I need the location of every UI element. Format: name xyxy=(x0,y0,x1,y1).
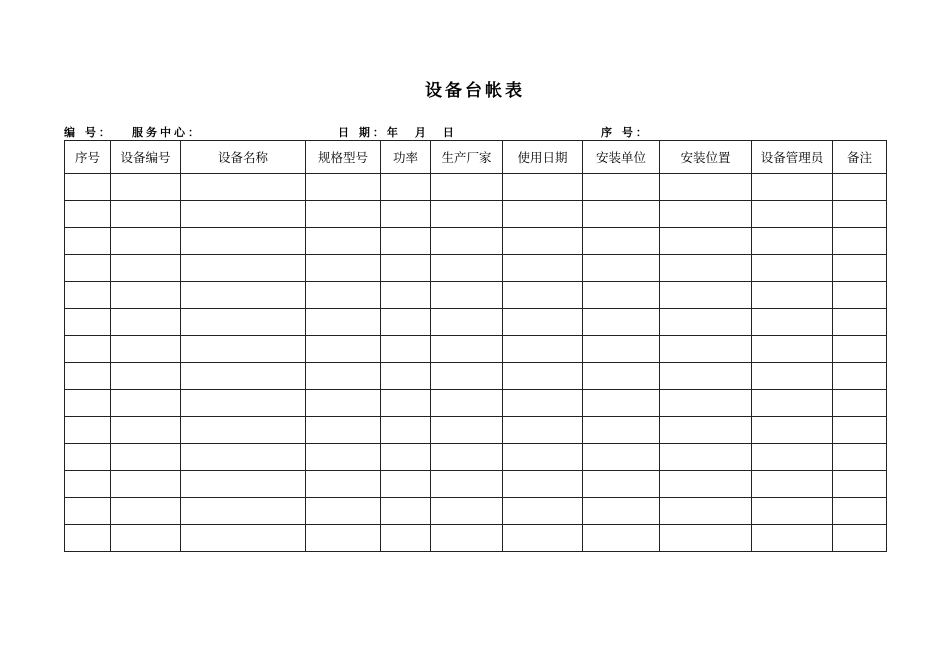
table-cell[interactable] xyxy=(306,444,381,471)
table-cell[interactable] xyxy=(833,363,887,390)
table-cell[interactable] xyxy=(583,255,660,282)
table-row xyxy=(65,309,887,336)
table-cell[interactable] xyxy=(181,282,306,309)
table-cell[interactable] xyxy=(181,444,306,471)
table-cell[interactable] xyxy=(752,417,833,444)
table-cell[interactable] xyxy=(833,228,887,255)
table-cell[interactable] xyxy=(65,174,111,201)
table-cell[interactable] xyxy=(583,444,660,471)
date-field xyxy=(338,124,457,140)
table-cell[interactable] xyxy=(431,417,503,444)
table-body xyxy=(65,174,887,552)
table-cell[interactable] xyxy=(660,201,752,228)
table-row xyxy=(65,336,887,363)
header-use-date: 使用日期 xyxy=(503,141,583,174)
table-cell[interactable] xyxy=(833,471,887,498)
header-manufacturer: 生产厂家 xyxy=(431,141,503,174)
date-label: 日 期： xyxy=(338,126,387,139)
table-cell[interactable] xyxy=(65,282,111,309)
table-cell[interactable] xyxy=(181,201,306,228)
table-cell[interactable] xyxy=(181,390,306,417)
table-cell[interactable] xyxy=(65,228,111,255)
table-cell[interactable] xyxy=(660,417,752,444)
table-cell[interactable] xyxy=(381,228,431,255)
table-cell[interactable] xyxy=(306,255,381,282)
table-cell[interactable] xyxy=(65,363,111,390)
table-cell[interactable] xyxy=(181,417,306,444)
header-spec-model: 规格型号 xyxy=(306,141,381,174)
table-cell[interactable] xyxy=(181,255,306,282)
header-remarks: 备注 xyxy=(833,141,887,174)
table-cell[interactable] xyxy=(833,282,887,309)
table-cell[interactable] xyxy=(306,525,381,552)
table-cell[interactable] xyxy=(752,444,833,471)
table-cell[interactable] xyxy=(65,255,111,282)
table-cell[interactable] xyxy=(181,309,306,336)
table-cell[interactable] xyxy=(381,471,431,498)
table-cell[interactable] xyxy=(111,498,181,525)
table-cell[interactable] xyxy=(660,471,752,498)
table-cell[interactable] xyxy=(111,228,181,255)
header-equipment-number: 设备编号 xyxy=(111,141,181,174)
table-cell[interactable] xyxy=(181,228,306,255)
table-cell[interactable] xyxy=(660,228,752,255)
table-cell[interactable] xyxy=(833,417,887,444)
table-cell[interactable] xyxy=(752,336,833,363)
table-cell[interactable] xyxy=(65,309,111,336)
table-cell[interactable] xyxy=(833,390,887,417)
table-cell[interactable] xyxy=(111,471,181,498)
table-cell[interactable] xyxy=(65,471,111,498)
table-row xyxy=(65,525,887,552)
table-cell[interactable] xyxy=(381,525,431,552)
table-cell[interactable] xyxy=(111,201,181,228)
table-cell[interactable] xyxy=(111,282,181,309)
table-cell[interactable] xyxy=(381,390,431,417)
table-cell[interactable] xyxy=(583,525,660,552)
table-cell[interactable] xyxy=(583,498,660,525)
table-cell[interactable] xyxy=(306,228,381,255)
table-cell[interactable] xyxy=(752,390,833,417)
table-cell[interactable] xyxy=(306,336,381,363)
table-header-row xyxy=(65,141,887,174)
table-cell[interactable] xyxy=(65,336,111,363)
table-cell[interactable] xyxy=(431,363,503,390)
table-cell[interactable] xyxy=(306,174,381,201)
table-cell[interactable] xyxy=(503,471,583,498)
table-cell[interactable] xyxy=(111,255,181,282)
table-cell[interactable] xyxy=(306,417,381,444)
table-cell[interactable] xyxy=(111,309,181,336)
table-cell[interactable] xyxy=(660,336,752,363)
table-cell[interactable] xyxy=(381,336,431,363)
table-cell[interactable] xyxy=(752,471,833,498)
table-cell[interactable] xyxy=(431,525,503,552)
year-label: 年 xyxy=(386,126,401,139)
table-cell[interactable] xyxy=(381,255,431,282)
table-cell[interactable] xyxy=(181,336,306,363)
table-cell[interactable] xyxy=(65,390,111,417)
table-cell[interactable] xyxy=(381,498,431,525)
month-label: 月 xyxy=(414,126,429,139)
table-row xyxy=(65,417,887,444)
table-cell[interactable] xyxy=(503,201,583,228)
table-cell[interactable] xyxy=(503,255,583,282)
table-cell[interactable] xyxy=(431,174,503,201)
table-cell[interactable] xyxy=(503,363,583,390)
table-cell[interactable] xyxy=(65,498,111,525)
table-row xyxy=(65,390,887,417)
table-cell[interactable] xyxy=(65,444,111,471)
document-title: 设备台帐表 xyxy=(425,81,525,101)
table-cell[interactable] xyxy=(833,255,887,282)
table-cell[interactable] xyxy=(306,309,381,336)
table-cell[interactable] xyxy=(111,174,181,201)
table-cell[interactable] xyxy=(181,174,306,201)
header-equipment-manager: 设备管理员 xyxy=(752,141,833,174)
table-cell[interactable] xyxy=(431,228,503,255)
table-cell[interactable] xyxy=(306,471,381,498)
table-cell[interactable] xyxy=(752,201,833,228)
table-cell[interactable] xyxy=(381,174,431,201)
table-cell[interactable] xyxy=(503,390,583,417)
table-cell[interactable] xyxy=(503,174,583,201)
table-cell[interactable] xyxy=(752,282,833,309)
service-center-label: 服务中心： xyxy=(132,126,202,139)
table-cell[interactable] xyxy=(752,498,833,525)
table-cell[interactable] xyxy=(833,309,887,336)
table-cell[interactable] xyxy=(752,255,833,282)
table-row xyxy=(65,228,887,255)
header-power: 功率 xyxy=(381,141,431,174)
table-cell[interactable] xyxy=(660,363,752,390)
table-cell[interactable] xyxy=(306,201,381,228)
table-cell[interactable] xyxy=(833,525,887,552)
table-cell[interactable] xyxy=(833,174,887,201)
table-cell[interactable] xyxy=(752,228,833,255)
table-cell[interactable] xyxy=(65,417,111,444)
table-cell[interactable] xyxy=(65,201,111,228)
table-cell[interactable] xyxy=(306,363,381,390)
table-cell[interactable] xyxy=(306,390,381,417)
table-cell[interactable] xyxy=(431,255,503,282)
table-cell[interactable] xyxy=(833,201,887,228)
table-row xyxy=(65,201,887,228)
table-cell[interactable] xyxy=(111,525,181,552)
table-cell[interactable] xyxy=(431,390,503,417)
table-cell[interactable] xyxy=(381,282,431,309)
table-cell[interactable] xyxy=(583,471,660,498)
table-cell[interactable] xyxy=(111,363,181,390)
table-cell[interactable] xyxy=(431,282,503,309)
table-cell[interactable] xyxy=(431,471,503,498)
table-cell[interactable] xyxy=(583,282,660,309)
table-cell[interactable] xyxy=(381,201,431,228)
table-cell[interactable] xyxy=(431,309,503,336)
table-cell[interactable] xyxy=(431,444,503,471)
table-cell[interactable] xyxy=(752,525,833,552)
table-cell[interactable] xyxy=(503,282,583,309)
table-cell[interactable] xyxy=(583,390,660,417)
table-row xyxy=(65,174,887,201)
table-cell[interactable] xyxy=(503,228,583,255)
table-cell[interactable] xyxy=(306,498,381,525)
table-row xyxy=(65,282,887,309)
table-row xyxy=(65,255,887,282)
table-cell[interactable] xyxy=(503,525,583,552)
table-cell[interactable] xyxy=(660,444,752,471)
table-row xyxy=(65,363,887,390)
header-install-unit: 安装单位 xyxy=(583,141,660,174)
table-cell[interactable] xyxy=(431,498,503,525)
header-seq: 序号 xyxy=(65,141,111,174)
number-label: 编 号： xyxy=(64,126,113,139)
table-cell[interactable] xyxy=(381,444,431,471)
equipment-ledger-table xyxy=(64,140,887,552)
table-cell[interactable] xyxy=(111,444,181,471)
table-cell[interactable] xyxy=(111,417,181,444)
table-cell[interactable] xyxy=(381,417,431,444)
table-cell[interactable] xyxy=(660,309,752,336)
table-cell[interactable] xyxy=(752,363,833,390)
table-cell[interactable] xyxy=(181,471,306,498)
table-cell[interactable] xyxy=(381,309,431,336)
table-cell[interactable] xyxy=(503,417,583,444)
sequence-label: 序 号： xyxy=(601,126,650,139)
table-cell[interactable] xyxy=(583,336,660,363)
header-equipment-name: 设备名称 xyxy=(181,141,306,174)
table-row xyxy=(65,498,887,525)
table-row xyxy=(65,471,887,498)
table-cell[interactable] xyxy=(381,363,431,390)
table-cell[interactable] xyxy=(583,417,660,444)
table-cell[interactable] xyxy=(833,444,887,471)
table-cell[interactable] xyxy=(660,174,752,201)
table-cell[interactable] xyxy=(660,498,752,525)
table-cell[interactable] xyxy=(583,201,660,228)
table-cell[interactable] xyxy=(752,174,833,201)
table-cell[interactable] xyxy=(431,201,503,228)
table-cell[interactable] xyxy=(660,255,752,282)
table-cell[interactable] xyxy=(660,282,752,309)
table-cell[interactable] xyxy=(181,498,306,525)
day-label: 日 xyxy=(442,126,457,139)
header-install-location: 安装位置 xyxy=(660,141,752,174)
table-row xyxy=(65,444,887,471)
table-cell[interactable] xyxy=(833,498,887,525)
table-cell[interactable] xyxy=(583,363,660,390)
table-cell[interactable] xyxy=(111,390,181,417)
table-cell[interactable] xyxy=(503,309,583,336)
table-cell[interactable] xyxy=(583,228,660,255)
table-cell[interactable] xyxy=(660,390,752,417)
table-cell[interactable] xyxy=(181,363,306,390)
table-cell[interactable] xyxy=(660,525,752,552)
table-cell[interactable] xyxy=(503,444,583,471)
table-cell[interactable] xyxy=(431,336,503,363)
table-cell[interactable] xyxy=(503,498,583,525)
table-cell[interactable] xyxy=(503,336,583,363)
table-cell[interactable] xyxy=(181,525,306,552)
table-cell[interactable] xyxy=(583,174,660,201)
table-cell[interactable] xyxy=(752,309,833,336)
table-cell[interactable] xyxy=(65,525,111,552)
table-cell[interactable] xyxy=(583,309,660,336)
table-cell[interactable] xyxy=(111,336,181,363)
table-cell[interactable] xyxy=(833,336,887,363)
table-cell[interactable] xyxy=(306,282,381,309)
